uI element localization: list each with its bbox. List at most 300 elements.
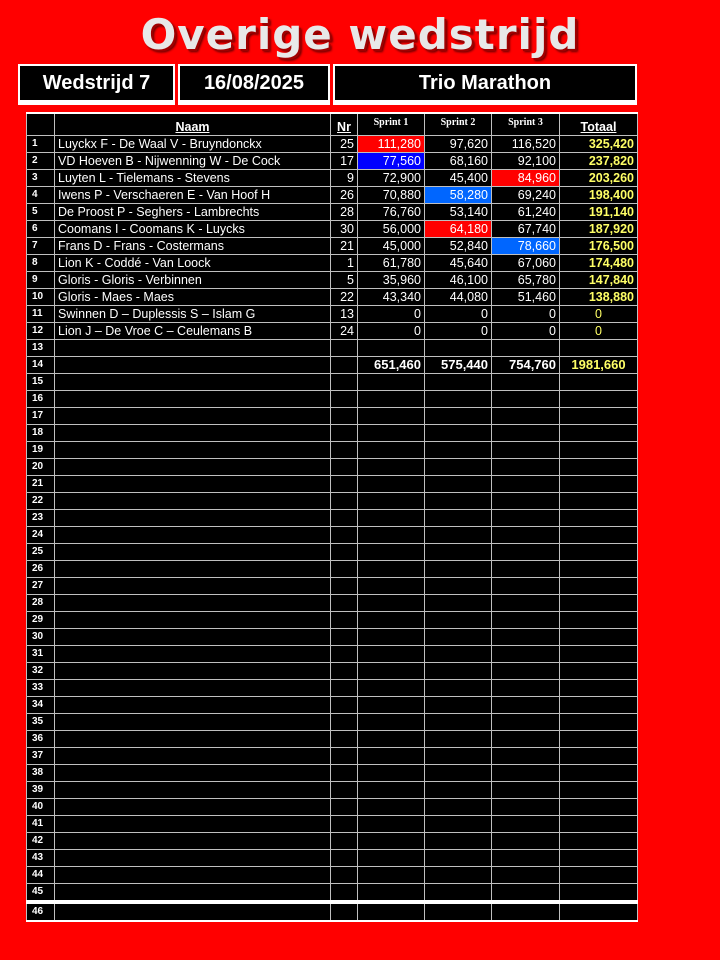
table-row bbox=[27, 902, 638, 921]
empty-cell bbox=[492, 781, 560, 798]
empty-cell bbox=[425, 611, 492, 628]
empty-cell bbox=[425, 747, 492, 764]
sprint1-score: 35,960 bbox=[358, 271, 425, 288]
empty-cell bbox=[492, 424, 560, 441]
empty-cell bbox=[425, 543, 492, 560]
row-index: 2 bbox=[27, 152, 55, 169]
team-number: 1 bbox=[331, 254, 358, 271]
empty-cell bbox=[331, 424, 358, 441]
table-row bbox=[27, 662, 638, 679]
row-index: 7 bbox=[27, 237, 55, 254]
empty-cell bbox=[492, 526, 560, 543]
empty-cell bbox=[560, 866, 638, 883]
empty-cell bbox=[358, 628, 425, 645]
empty-cell bbox=[492, 747, 560, 764]
row-index: 1 bbox=[27, 135, 55, 152]
row-index: 22 bbox=[27, 492, 55, 509]
sprint3-score: 0 bbox=[492, 305, 560, 322]
empty-cell bbox=[492, 407, 560, 424]
table-row bbox=[27, 747, 638, 764]
table-row bbox=[27, 475, 638, 492]
empty-cell bbox=[358, 849, 425, 866]
empty-cell bbox=[55, 390, 331, 407]
empty-cell bbox=[560, 475, 638, 492]
empty-cell bbox=[331, 696, 358, 713]
empty-cell bbox=[560, 662, 638, 679]
empty-cell bbox=[331, 713, 358, 730]
table-row bbox=[27, 883, 638, 902]
row-index: 28 bbox=[27, 594, 55, 611]
empty-cell bbox=[492, 373, 560, 390]
empty-cell bbox=[55, 526, 331, 543]
empty-cell bbox=[331, 390, 358, 407]
empty-cell bbox=[331, 441, 358, 458]
empty-cell bbox=[358, 560, 425, 577]
empty-cell bbox=[492, 509, 560, 526]
row-index: 3 bbox=[27, 169, 55, 186]
empty-cell bbox=[425, 424, 492, 441]
team-name: De Proost P - Seghers - Lambrechts bbox=[55, 203, 331, 220]
grand-total: 1981,660 bbox=[560, 356, 638, 373]
table-row bbox=[27, 441, 638, 458]
team-number: 13 bbox=[331, 305, 358, 322]
empty-cell bbox=[492, 492, 560, 509]
table-row bbox=[27, 594, 638, 611]
sprint3-score: 84,960 bbox=[492, 169, 560, 186]
empty-cell bbox=[492, 611, 560, 628]
table-row bbox=[27, 832, 638, 849]
event-name-box bbox=[333, 64, 637, 102]
table-row bbox=[27, 288, 638, 305]
empty-cell bbox=[425, 832, 492, 849]
empty-cell bbox=[55, 645, 331, 662]
table-row bbox=[27, 203, 638, 220]
total-score: 237,820 bbox=[560, 152, 638, 169]
row-index: 10 bbox=[27, 288, 55, 305]
empty-cell bbox=[55, 492, 331, 509]
empty-cell bbox=[425, 577, 492, 594]
row-index: 42 bbox=[27, 832, 55, 849]
race-date: 16/08/2025 bbox=[203, 71, 305, 94]
totals-nr bbox=[331, 356, 358, 373]
team-name: Coomans I - Coomans K - Luycks bbox=[55, 220, 331, 237]
sprint3-score: 69,240 bbox=[492, 186, 560, 203]
total-score: 203,260 bbox=[560, 169, 638, 186]
row-index: 4 bbox=[27, 186, 55, 203]
empty-cell bbox=[560, 883, 638, 902]
empty-cell bbox=[560, 458, 638, 475]
empty-cell bbox=[358, 781, 425, 798]
empty-cell bbox=[425, 781, 492, 798]
empty-cell bbox=[425, 815, 492, 832]
empty-cell bbox=[331, 577, 358, 594]
empty-cell bbox=[492, 696, 560, 713]
empty-cell bbox=[55, 509, 331, 526]
table-row bbox=[27, 373, 638, 390]
empty-cell bbox=[331, 781, 358, 798]
empty-cell bbox=[560, 628, 638, 645]
total-score: 0 bbox=[560, 305, 638, 322]
team-name: Luyckx F - De Waal V - Bruyndonckx bbox=[55, 135, 331, 152]
team-number: 26 bbox=[331, 186, 358, 203]
team-name bbox=[55, 339, 331, 356]
row-index: 44 bbox=[27, 866, 55, 883]
sprint3-sum: 754,760 bbox=[492, 356, 560, 373]
empty-cell bbox=[55, 764, 331, 781]
empty-cell bbox=[358, 594, 425, 611]
sprint1-score: 111,280 bbox=[358, 135, 425, 152]
empty-cell bbox=[425, 798, 492, 815]
empty-cell bbox=[331, 492, 358, 509]
empty-cell bbox=[55, 611, 331, 628]
sprint2-score bbox=[425, 339, 492, 356]
empty-cell bbox=[55, 424, 331, 441]
empty-cell bbox=[358, 390, 425, 407]
empty-cell bbox=[425, 441, 492, 458]
empty-cell bbox=[358, 902, 425, 921]
col-total-header: Totaal bbox=[560, 113, 638, 135]
row-index: 46 bbox=[27, 902, 55, 921]
sprint2-score: 44,080 bbox=[425, 288, 492, 305]
table-row bbox=[27, 645, 638, 662]
table-header-row bbox=[27, 113, 638, 135]
sprint2-score: 45,640 bbox=[425, 254, 492, 271]
empty-cell bbox=[492, 849, 560, 866]
sprint3-score: 92,100 bbox=[492, 152, 560, 169]
empty-cell bbox=[331, 645, 358, 662]
empty-cell bbox=[560, 798, 638, 815]
empty-cell bbox=[331, 611, 358, 628]
table-row bbox=[27, 866, 638, 883]
table-row bbox=[27, 390, 638, 407]
row-index: 43 bbox=[27, 849, 55, 866]
empty-cell bbox=[560, 645, 638, 662]
totals-label bbox=[55, 356, 331, 373]
empty-cell bbox=[560, 424, 638, 441]
empty-cell bbox=[425, 458, 492, 475]
empty-cell bbox=[492, 475, 560, 492]
row-index: 13 bbox=[27, 339, 55, 356]
empty-cell bbox=[560, 832, 638, 849]
empty-cell bbox=[425, 883, 492, 902]
total-score: 174,480 bbox=[560, 254, 638, 271]
empty-cell bbox=[358, 492, 425, 509]
empty-cell bbox=[331, 509, 358, 526]
empty-cell bbox=[492, 577, 560, 594]
empty-cell bbox=[331, 730, 358, 747]
empty-cell bbox=[331, 747, 358, 764]
empty-cell bbox=[560, 902, 638, 921]
empty-cell bbox=[331, 902, 358, 921]
row-index: 15 bbox=[27, 373, 55, 390]
empty-cell bbox=[425, 902, 492, 921]
empty-cell bbox=[560, 441, 638, 458]
row-index: 21 bbox=[27, 475, 55, 492]
sprint2-score: 97,620 bbox=[425, 135, 492, 152]
sprint1-sum: 651,460 bbox=[358, 356, 425, 373]
sprint3-score: 116,520 bbox=[492, 135, 560, 152]
table-row bbox=[27, 271, 638, 288]
empty-cell bbox=[425, 492, 492, 509]
empty-cell bbox=[331, 543, 358, 560]
empty-cell bbox=[560, 492, 638, 509]
team-name: Lion K - Coddé - Van Loock bbox=[55, 254, 331, 271]
sprint3-score: 0 bbox=[492, 322, 560, 339]
row-index: 31 bbox=[27, 645, 55, 662]
row-index: 32 bbox=[27, 662, 55, 679]
empty-cell bbox=[425, 407, 492, 424]
sprint1-score: 45,000 bbox=[358, 237, 425, 254]
sprint3-score: 78,660 bbox=[492, 237, 560, 254]
sprint1-score bbox=[358, 339, 425, 356]
empty-cell bbox=[560, 390, 638, 407]
sprint3-score: 67,060 bbox=[492, 254, 560, 271]
table-row bbox=[27, 849, 638, 866]
empty-cell bbox=[560, 373, 638, 390]
empty-cell bbox=[55, 832, 331, 849]
empty-cell bbox=[425, 713, 492, 730]
row-index: 11 bbox=[27, 305, 55, 322]
team-name: Luyten L - Tielemans - Stevens bbox=[55, 169, 331, 186]
empty-cell bbox=[492, 764, 560, 781]
empty-cell bbox=[358, 866, 425, 883]
table-row bbox=[27, 135, 638, 152]
empty-cell bbox=[358, 373, 425, 390]
team-name: Frans D - Frans - Costermans bbox=[55, 237, 331, 254]
empty-cell bbox=[358, 679, 425, 696]
empty-cell bbox=[358, 526, 425, 543]
empty-cell bbox=[560, 509, 638, 526]
sprint3-score bbox=[492, 339, 560, 356]
empty-cell bbox=[492, 594, 560, 611]
team-number: 22 bbox=[331, 288, 358, 305]
empty-cell bbox=[55, 781, 331, 798]
row-index: 16 bbox=[27, 390, 55, 407]
table-row bbox=[27, 543, 638, 560]
empty-cell bbox=[331, 866, 358, 883]
empty-cell bbox=[55, 441, 331, 458]
empty-cell bbox=[492, 832, 560, 849]
empty-cell bbox=[425, 373, 492, 390]
empty-cell bbox=[560, 407, 638, 424]
empty-cell bbox=[55, 696, 331, 713]
team-number: 9 bbox=[331, 169, 358, 186]
team-number: 5 bbox=[331, 271, 358, 288]
empty-cell bbox=[331, 407, 358, 424]
table-row bbox=[27, 526, 638, 543]
table-row bbox=[27, 492, 638, 509]
empty-cell bbox=[55, 560, 331, 577]
empty-cell bbox=[55, 815, 331, 832]
table-row bbox=[27, 611, 638, 628]
empty-cell bbox=[492, 645, 560, 662]
race-date-box bbox=[178, 64, 330, 102]
empty-cell bbox=[492, 458, 560, 475]
team-number: 17 bbox=[331, 152, 358, 169]
empty-cell bbox=[358, 730, 425, 747]
total-score: 0 bbox=[560, 322, 638, 339]
table-row bbox=[27, 560, 638, 577]
race-number-box bbox=[18, 64, 175, 102]
row-index: 20 bbox=[27, 458, 55, 475]
empty-cell bbox=[425, 390, 492, 407]
empty-cell bbox=[331, 526, 358, 543]
table-row bbox=[27, 152, 638, 169]
empty-cell bbox=[331, 815, 358, 832]
empty-cell bbox=[492, 679, 560, 696]
empty-cell bbox=[331, 883, 358, 902]
col-index-header bbox=[27, 113, 55, 135]
row-index: 26 bbox=[27, 560, 55, 577]
empty-cell bbox=[55, 543, 331, 560]
empty-cell bbox=[492, 662, 560, 679]
col-sprint1-header: Sprint 1 bbox=[358, 113, 425, 135]
empty-cell bbox=[358, 424, 425, 441]
table-row bbox=[27, 781, 638, 798]
team-number: 25 bbox=[331, 135, 358, 152]
empty-cell bbox=[425, 662, 492, 679]
sprint2-score: 58,280 bbox=[425, 186, 492, 203]
empty-cell bbox=[55, 866, 331, 883]
empty-cell bbox=[55, 902, 331, 921]
row-index: 45 bbox=[27, 883, 55, 902]
empty-cell bbox=[55, 662, 331, 679]
table-row bbox=[27, 424, 638, 441]
empty-cell bbox=[560, 560, 638, 577]
empty-cell bbox=[425, 475, 492, 492]
team-number: 30 bbox=[331, 220, 358, 237]
total-score: 138,880 bbox=[560, 288, 638, 305]
empty-cell bbox=[560, 543, 638, 560]
empty-cell bbox=[55, 679, 331, 696]
sprint2-score: 64,180 bbox=[425, 220, 492, 237]
table-row bbox=[27, 339, 638, 356]
empty-cell bbox=[425, 560, 492, 577]
empty-cell bbox=[331, 373, 358, 390]
row-index: 23 bbox=[27, 509, 55, 526]
empty-cell bbox=[358, 441, 425, 458]
row-index: 14 bbox=[27, 356, 55, 373]
row-index: 6 bbox=[27, 220, 55, 237]
team-number: 21 bbox=[331, 237, 358, 254]
empty-cell bbox=[492, 730, 560, 747]
empty-cell bbox=[492, 713, 560, 730]
row-index: 35 bbox=[27, 713, 55, 730]
table-row bbox=[27, 509, 638, 526]
table-row bbox=[27, 169, 638, 186]
row-index: 5 bbox=[27, 203, 55, 220]
sprint1-score: 43,340 bbox=[358, 288, 425, 305]
empty-cell bbox=[331, 628, 358, 645]
empty-cell bbox=[560, 781, 638, 798]
empty-cell bbox=[331, 662, 358, 679]
empty-cell bbox=[55, 628, 331, 645]
total-score: 191,140 bbox=[560, 203, 638, 220]
empty-cell bbox=[425, 679, 492, 696]
totals-row bbox=[27, 356, 638, 373]
empty-cell bbox=[560, 611, 638, 628]
empty-cell bbox=[55, 713, 331, 730]
empty-cell bbox=[358, 509, 425, 526]
empty-cell bbox=[560, 594, 638, 611]
empty-cell bbox=[492, 560, 560, 577]
row-index: 18 bbox=[27, 424, 55, 441]
sprint2-score: 53,140 bbox=[425, 203, 492, 220]
empty-cell bbox=[55, 577, 331, 594]
sprint1-score: 0 bbox=[358, 305, 425, 322]
empty-cell bbox=[492, 902, 560, 921]
empty-cell bbox=[358, 458, 425, 475]
empty-cell bbox=[358, 713, 425, 730]
row-index: 12 bbox=[27, 322, 55, 339]
team-name: VD Hoeven B - Nijwenning W - De Cock bbox=[55, 152, 331, 169]
empty-cell bbox=[331, 798, 358, 815]
empty-cell bbox=[55, 373, 331, 390]
row-index: 27 bbox=[27, 577, 55, 594]
empty-cell bbox=[492, 798, 560, 815]
total-score: 187,920 bbox=[560, 220, 638, 237]
empty-cell bbox=[55, 747, 331, 764]
table-row bbox=[27, 679, 638, 696]
table-row bbox=[27, 628, 638, 645]
sprint3-score: 65,780 bbox=[492, 271, 560, 288]
empty-cell bbox=[425, 764, 492, 781]
sprint2-sum: 575,440 bbox=[425, 356, 492, 373]
col-sprint3-header: Sprint 3 bbox=[492, 113, 560, 135]
empty-cell bbox=[331, 560, 358, 577]
empty-cell bbox=[358, 407, 425, 424]
team-number: 28 bbox=[331, 203, 358, 220]
total-score: 176,500 bbox=[560, 237, 638, 254]
table-row bbox=[27, 696, 638, 713]
sprint1-score: 77,560 bbox=[358, 152, 425, 169]
sprint2-score: 46,100 bbox=[425, 271, 492, 288]
team-name: Gloris - Maes - Maes bbox=[55, 288, 331, 305]
empty-cell bbox=[425, 866, 492, 883]
total-score bbox=[560, 339, 638, 356]
col-nr-header: Nr bbox=[331, 113, 358, 135]
empty-cell bbox=[358, 798, 425, 815]
empty-cell bbox=[331, 594, 358, 611]
empty-cell bbox=[358, 764, 425, 781]
empty-cell bbox=[55, 849, 331, 866]
table-row bbox=[27, 798, 638, 815]
sprint2-score: 52,840 bbox=[425, 237, 492, 254]
empty-cell bbox=[55, 475, 331, 492]
empty-cell bbox=[560, 679, 638, 696]
sprint3-score: 67,740 bbox=[492, 220, 560, 237]
page-title: Overige wedstrijd bbox=[140, 10, 580, 59]
table-row bbox=[27, 237, 638, 254]
row-index: 17 bbox=[27, 407, 55, 424]
empty-cell bbox=[492, 441, 560, 458]
empty-cell bbox=[560, 730, 638, 747]
row-index: 9 bbox=[27, 271, 55, 288]
sprint1-score: 61,780 bbox=[358, 254, 425, 271]
empty-cell bbox=[492, 866, 560, 883]
empty-cell bbox=[358, 696, 425, 713]
sprint1-score: 0 bbox=[358, 322, 425, 339]
empty-cell bbox=[425, 526, 492, 543]
team-name: Gloris - Gloris - Verbinnen bbox=[55, 271, 331, 288]
empty-cell bbox=[331, 458, 358, 475]
team-number bbox=[331, 339, 358, 356]
row-index: 41 bbox=[27, 815, 55, 832]
empty-cell bbox=[560, 577, 638, 594]
results-table bbox=[26, 112, 638, 922]
race-number: Wedstrijd 7 bbox=[42, 71, 151, 94]
empty-cell bbox=[492, 543, 560, 560]
